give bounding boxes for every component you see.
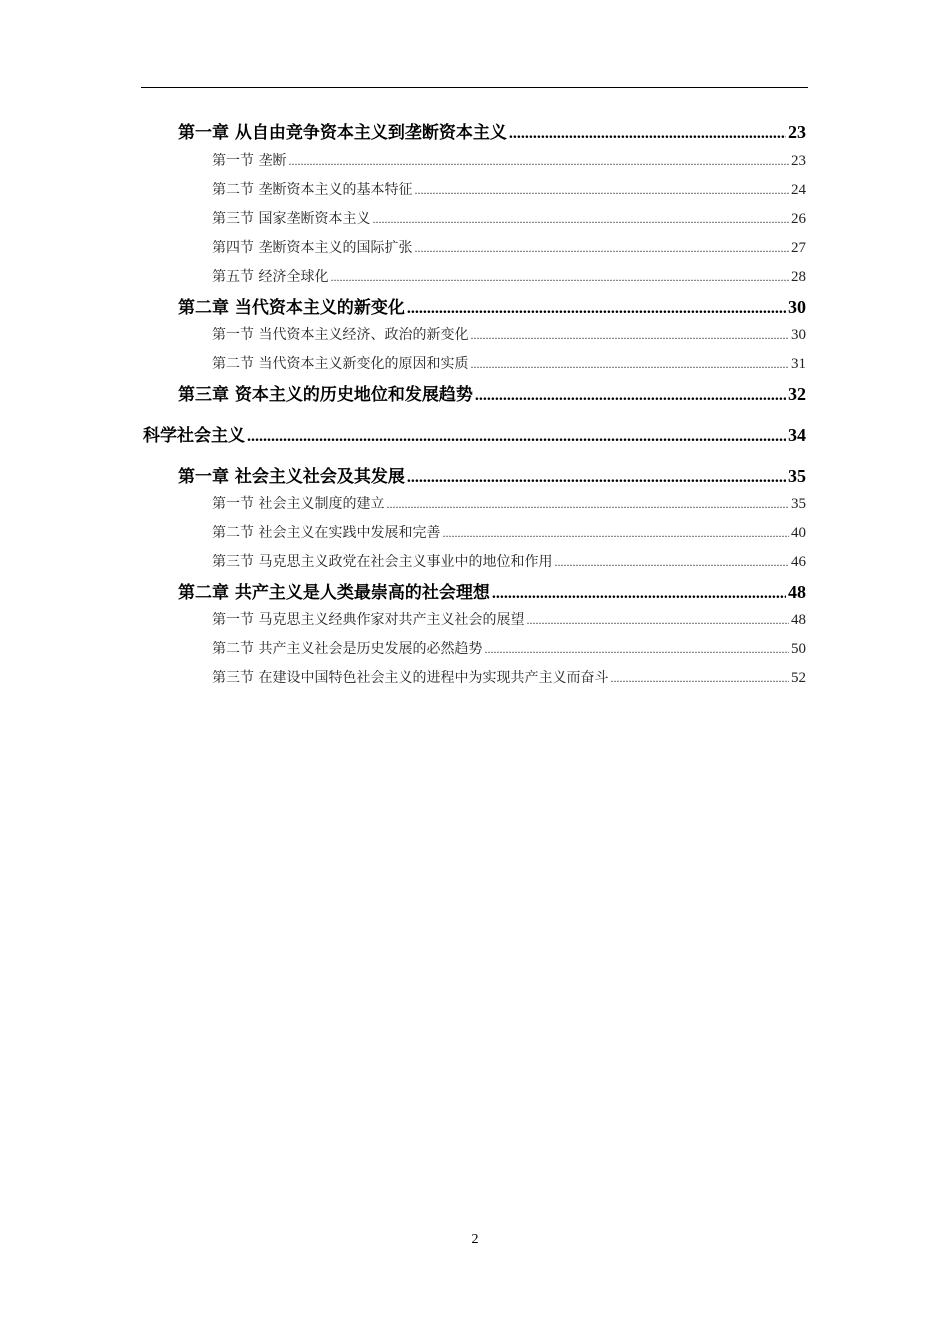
toc-entry-page: 35: [788, 466, 806, 486]
toc-entry-title: 第二节 垄断资本主义的基本特征: [212, 182, 413, 198]
toc-entry-page: 50: [791, 641, 806, 657]
toc-section-entry[interactable]: [212, 324, 806, 344]
toc-entry-page: 40: [791, 525, 806, 541]
toc-entry-page: 31: [791, 356, 806, 372]
toc-entry-title: 第二节 社会主义在实践中发展和完善: [212, 525, 441, 541]
toc-entry-page: 52: [791, 670, 806, 686]
toc-section-entry[interactable]: [212, 208, 806, 228]
dot-leader: [330, 270, 789, 285]
toc-section-entry[interactable]: [212, 237, 806, 257]
toc-entry-title: 第三章 资本主义的历史地位和发展趋势: [178, 385, 473, 405]
toc-entry-title: 第五节 经济全球化: [212, 269, 329, 285]
toc-entry-title: 第二节 共产主义社会是历史发展的必然趋势: [212, 641, 483, 657]
toc-entry-title: 第三节 马克思主义政党在社会主义事业中的地位和作用: [212, 554, 553, 570]
toc-section-entry[interactable]: [212, 266, 806, 286]
dot-leader: [526, 613, 789, 628]
dot-leader: [247, 428, 786, 446]
toc-section-entry[interactable]: [212, 179, 806, 199]
toc-entry-page: 24: [791, 182, 806, 198]
toc-section-entry[interactable]: [212, 493, 806, 513]
toc-chapter-entry[interactable]: [178, 462, 806, 487]
toc-entry-page: 28: [791, 269, 806, 285]
toc-entry-title: 第一节 马克思主义经典作家对共产主义社会的展望: [212, 612, 525, 628]
dot-leader: [407, 469, 786, 487]
toc-entry-page: 27: [791, 240, 806, 256]
toc-section-entry[interactable]: [212, 551, 806, 571]
toc-entry-page: 26: [791, 211, 806, 227]
toc-chapter-entry[interactable]: [178, 118, 806, 143]
toc-entry-title: 第三节 国家垄断资本主义: [212, 211, 371, 227]
dot-leader: [372, 212, 789, 227]
dot-leader: [442, 526, 789, 541]
header-rule: [141, 87, 808, 88]
dot-leader: [414, 183, 789, 198]
toc-chapter-entry[interactable]: [178, 380, 806, 405]
toc-entry-page: 34: [788, 425, 806, 445]
dot-leader: [407, 300, 786, 318]
toc-entry-title: 第一节 社会主义制度的建立: [212, 496, 385, 512]
toc-entry-page: 30: [791, 327, 806, 343]
toc-section-entry[interactable]: [212, 522, 806, 542]
toc-entry-title: 第三节 在建设中国特色社会主义的进程中为实现共产主义而奋斗: [212, 670, 609, 686]
dot-leader: [610, 671, 789, 686]
toc-part-entry[interactable]: [143, 421, 806, 446]
dot-leader: [484, 642, 789, 657]
toc-entry-page: 23: [788, 122, 806, 142]
dot-leader: [554, 555, 789, 570]
toc-entry-page: 30: [788, 297, 806, 317]
toc-chapter-entry[interactable]: [178, 578, 806, 603]
dot-leader: [470, 328, 789, 343]
page-number: 2: [471, 1232, 479, 1247]
toc-section-entry[interactable]: [212, 638, 806, 658]
toc-entry-title: 第二章 共产主义是人类最崇高的社会理想: [178, 583, 490, 603]
toc-entry-title: 第一节 垄断: [212, 153, 287, 169]
toc-entry-page: 46: [791, 554, 806, 570]
dot-leader: [492, 585, 786, 603]
toc-entry-title: 第四节 垄断资本主义的国际扩张: [212, 240, 413, 256]
toc-entry-page: 35: [791, 496, 806, 512]
dot-leader: [288, 154, 789, 169]
dot-leader: [475, 387, 786, 405]
toc-entry-title: 第一章 社会主义社会及其发展: [178, 467, 405, 487]
toc-entry-page: 48: [788, 582, 806, 602]
toc-entry-title: 科学社会主义: [143, 426, 245, 446]
toc-section-entry[interactable]: [212, 609, 806, 629]
toc-section-entry[interactable]: [212, 353, 806, 373]
dot-leader: [414, 241, 789, 256]
toc-section-entry[interactable]: [212, 150, 806, 170]
toc-section-entry[interactable]: [212, 667, 806, 687]
toc-entry-page: 48: [791, 612, 806, 628]
dot-leader: [470, 357, 789, 372]
toc-entry-title: 第二节 当代资本主义新变化的原因和实质: [212, 356, 469, 372]
toc-entry-title: 第一节 当代资本主义经济、政治的新变化: [212, 327, 469, 343]
toc-chapter-entry[interactable]: [178, 293, 806, 318]
dot-leader: [386, 497, 789, 512]
toc-entry-title: 第二章 当代资本主义的新变化: [178, 298, 405, 318]
toc-entry-page: 23: [791, 153, 806, 169]
dot-leader: [509, 125, 786, 143]
toc-entry-title: 第一章 从自由竞争资本主义到垄断资本主义: [178, 123, 507, 143]
toc-entry-page: 32: [788, 384, 806, 404]
